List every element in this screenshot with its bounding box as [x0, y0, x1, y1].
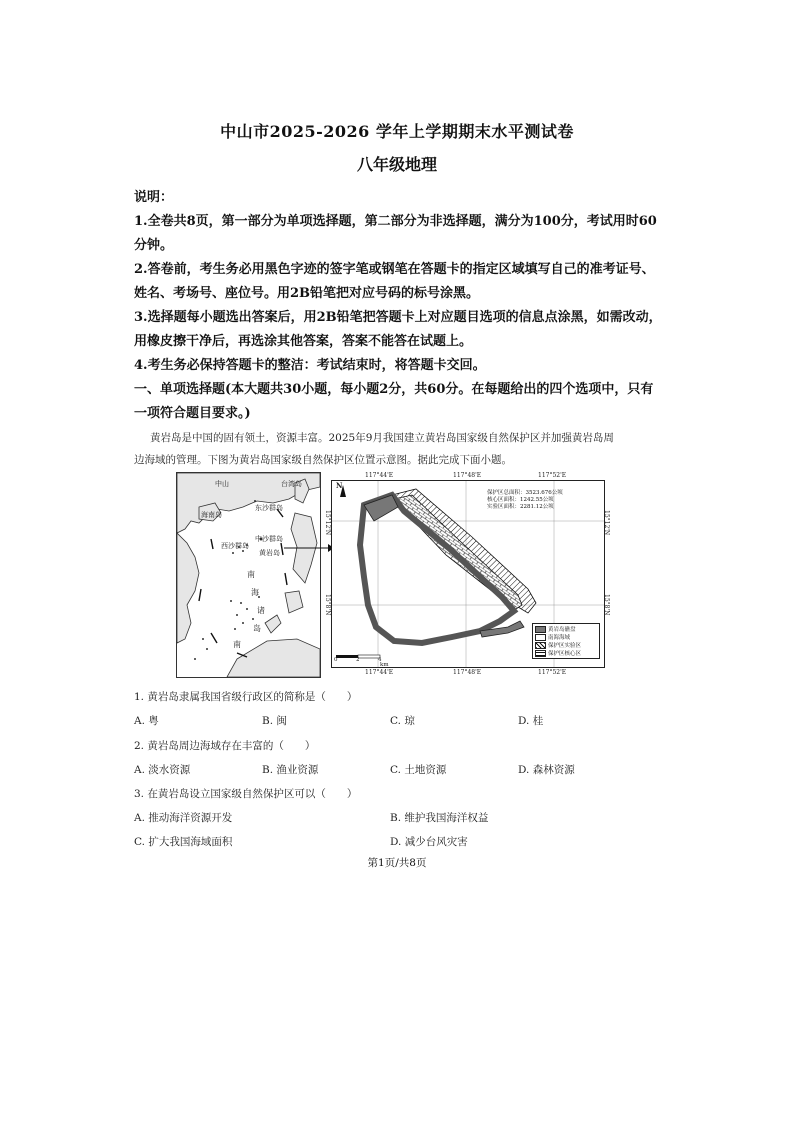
instruction-line: 3.选择题每小题选出答案后，用2B铅笔把答题卡上对应题目选项的信息点涂黑，如需改动，: [134, 310, 662, 325]
question-1-option-d: D. 桂: [518, 715, 544, 727]
location-figure: [176, 472, 608, 680]
instruction-line: 姓名、考场号、座位号。用2B铅笔把对应号码的标号涂黑。: [134, 286, 480, 301]
section-heading: 一、单项选择题(本大题共30小题，每小题2分，共60分。在每题给出的四个选项中，只有: [134, 382, 654, 397]
legend-swatch: [535, 642, 546, 649]
coord-left-1: 15°12'N: [324, 510, 331, 536]
exam-title: 中山市2025-2026 学年上学期期末水平测试卷: [220, 122, 574, 141]
legend-label: 保护区核心区: [548, 651, 582, 657]
legend-item: [535, 633, 597, 641]
coord-top-2: 117°48'E: [453, 472, 482, 479]
question-2-option-d: D. 森林资源: [518, 764, 575, 776]
instruction-line: 用橡皮擦干净后，再选涂其他答案，答案不能答在试题上。: [134, 334, 473, 349]
coord-top-3: 117°52'E: [538, 472, 567, 479]
map-legend: [532, 623, 600, 659]
question-3-option-a: A. 推动海洋资源开发: [134, 812, 233, 824]
scale-4: 4: [378, 657, 382, 663]
coord-bottom-1: 117°44'E: [365, 669, 394, 676]
label-huangyan: 黄岩岛: [259, 549, 280, 557]
label-sea-3: 诸: [257, 606, 265, 615]
coord-right-1: 15°12'N: [603, 510, 610, 536]
question-3-option-d: D. 减少台风灾害: [390, 836, 468, 848]
label-sea-4: 岛: [253, 624, 261, 633]
coord-bottom-2: 117°48'E: [453, 669, 482, 676]
scale-2: 2: [356, 657, 360, 663]
legend-label: 南海海域: [548, 635, 571, 641]
question-2-stem: 2. 黄岩岛周边海域存在丰富的（ ）: [134, 740, 316, 752]
question-1-option-b: B. 闽: [262, 715, 287, 727]
section-heading-cont: 一项符合题目要求。): [134, 406, 251, 421]
question-1-option-a: A. 粤: [134, 715, 159, 727]
legend-item: [535, 649, 597, 657]
legend-label: 保护区实验区: [548, 643, 582, 649]
instruction-line: 4.考生务必保持答题卡的整洁：考试结束时，将答题卡交回。: [134, 358, 486, 373]
label-xisha: 西沙群岛: [221, 542, 249, 550]
question-2-option-b: B. 渔业资源: [262, 764, 319, 776]
coord-left-2: 15°8'N: [324, 594, 331, 616]
legend-item: [535, 641, 597, 649]
instruction-line: 分钟。: [134, 238, 174, 253]
huangyan-reserve-map: [331, 480, 605, 668]
legend-swatch: [535, 634, 546, 641]
scale-0: 0: [334, 657, 338, 663]
passage-line: 黄岩岛是中国的固有领土，资源丰富。2025年9月我国建立黄岩岛国家级自然保护区并加强黄岩岛周: [150, 432, 614, 444]
instruction-line: 2.答卷前，考生务必用黑色字迹的签字笔或钢笔在答题卡的指定区域填写自己的准考证号、: [134, 262, 655, 277]
question-3-option-b: B. 维护我国海洋权益: [390, 812, 489, 824]
label-sea-2: 海: [251, 588, 259, 597]
legend-swatch: [535, 626, 546, 633]
coord-right-2: 15°8'N: [603, 594, 610, 616]
coord-top-1: 117°44'E: [365, 472, 394, 479]
instruction-line: 1.全卷共8页，第一部分为单项选择题，第二部分为非选择题，满分为100分，考试用时60: [134, 214, 657, 229]
question-2-option-c: C. 土地资源: [390, 764, 447, 776]
question-3-option-c: C. 扩大我国海域面积: [134, 836, 233, 848]
scale-unit: km: [380, 662, 389, 668]
label-sea-1: 南: [247, 570, 255, 579]
north-arrow-label: N: [336, 481, 343, 490]
legend-swatch: [535, 650, 546, 657]
legend-item: [535, 625, 597, 633]
coord-bottom-3: 117°52'E: [538, 669, 567, 676]
passage-line: 边海域的管理。下图为黄岩岛国家级自然保护区位置示意图。据此完成下面小题。: [134, 454, 512, 466]
label-dongsha: 东沙群岛: [255, 504, 283, 512]
question-1-option-c: C. 琼: [390, 715, 415, 727]
legend-label: 黄岩岛礁盘: [548, 627, 576, 633]
question-2-option-a: A. 淡水资源: [134, 764, 191, 776]
page-footer: 第1页/共8页: [367, 857, 427, 869]
stat-core-area: 核心区面积：1242.55公顷: [487, 497, 554, 503]
stat-experiment-area: 实验区面积：2281.12公顷: [487, 504, 554, 510]
instructions-heading: 说明：: [134, 190, 174, 205]
label-hainan: 海南岛: [201, 511, 222, 519]
question-3-stem: 3. 在黄岩岛设立国家级自然保护区可以（ ）: [134, 788, 358, 800]
label-sea-5: 南: [233, 640, 241, 649]
label-zhongshan: 中山: [215, 480, 229, 488]
connector-arrow: [284, 542, 334, 554]
question-1-stem: 1. 黄岩岛隶属我国省级行政区的简称是（ ）: [134, 691, 358, 703]
label-zhongsha: 中沙群岛: [255, 535, 283, 543]
reserve-stats: [487, 490, 563, 511]
south-china-sea-map: [176, 472, 321, 678]
stat-total-area: 保护区总面积：3523.676公顷: [487, 490, 563, 496]
exam-subtitle: 八年级地理: [356, 155, 437, 174]
label-taiwan: 台湾岛: [281, 480, 302, 488]
